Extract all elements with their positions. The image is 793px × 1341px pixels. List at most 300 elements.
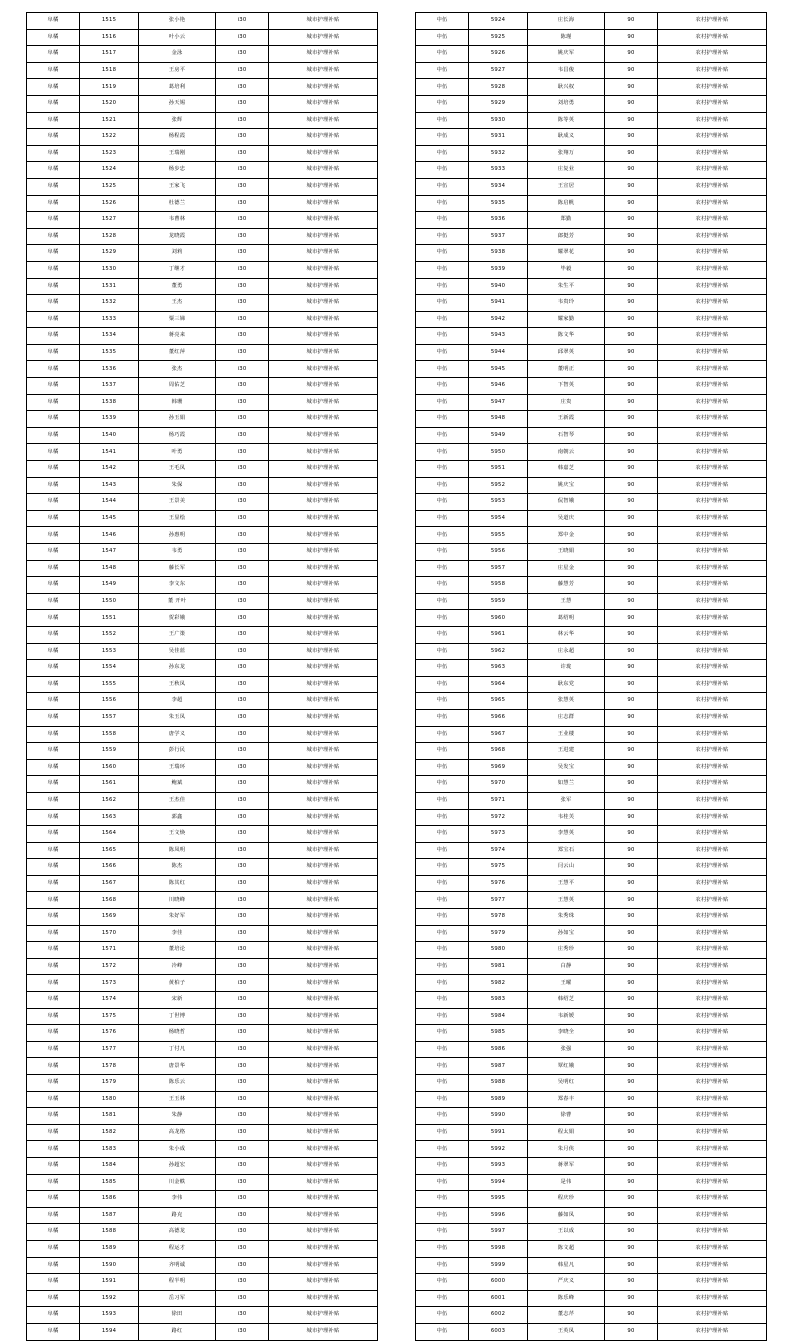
cell-type: 农村护理补贴: [658, 1207, 767, 1224]
cell-area: 中伍: [416, 1240, 469, 1257]
cell-name: 陈其红: [139, 875, 216, 892]
cell-type: 农村护理补贴: [658, 577, 767, 594]
cell-number: 5957: [469, 560, 528, 577]
table-row: [416, 444, 767, 461]
cell-number: 5956: [469, 544, 528, 561]
cell-area: 中伍: [416, 975, 469, 992]
cell-area: 中伍: [416, 278, 469, 295]
table-row: [416, 162, 767, 179]
cell-amount: 90: [605, 909, 658, 926]
cell-number: 5954: [469, 510, 528, 527]
cell-number: 1542: [80, 461, 139, 478]
cell-number: 5977: [469, 892, 528, 909]
table-row: [416, 178, 767, 195]
table-row: [416, 477, 767, 494]
cell-number: 5979: [469, 925, 528, 942]
cell-type: 城市护理补贴: [269, 1108, 378, 1125]
cell-number: 5939: [469, 261, 528, 278]
cell-name: 丁世博: [139, 1008, 216, 1025]
table-row: [27, 1274, 378, 1291]
cell-area: 阜橘: [27, 1240, 80, 1257]
cell-name: 路红: [139, 1323, 216, 1340]
cell-number: 5971: [469, 792, 528, 809]
cell-name: 李晓全: [528, 1025, 605, 1042]
cell-type: 农村护理补贴: [658, 626, 767, 643]
cell-number: 5932: [469, 145, 528, 162]
cell-type: 农村护理补贴: [658, 95, 767, 112]
cell-name: 黄柏子: [139, 975, 216, 992]
cell-type: 农村护理补贴: [658, 992, 767, 1009]
cell-area: 阜橘: [27, 626, 80, 643]
cell-name: 朱好军: [139, 909, 216, 926]
cell-type: 城市护理补贴: [269, 1025, 378, 1042]
cell-name: 鲍斌: [139, 776, 216, 793]
cell-amount: i30: [216, 1323, 269, 1340]
cell-name: 王进建: [528, 743, 605, 760]
cell-name: 严庆义: [528, 1274, 605, 1291]
table-row: [27, 1141, 378, 1158]
cell-number: 1568: [80, 892, 139, 909]
cell-amount: 90: [605, 660, 658, 677]
cell-area: 阜橘: [27, 826, 80, 843]
cell-number: 1567: [80, 875, 139, 892]
table-row: [27, 942, 378, 959]
cell-amount: i30: [216, 129, 269, 146]
cell-amount: 90: [605, 361, 658, 378]
cell-number: 1516: [80, 29, 139, 46]
table-row: [416, 245, 767, 262]
cell-amount: 90: [605, 958, 658, 975]
cell-area: 中伍: [416, 245, 469, 262]
cell-name: 王晓娟: [528, 544, 605, 561]
cell-number: 1536: [80, 361, 139, 378]
cell-area: 阜橘: [27, 875, 80, 892]
cell-name: 郭鑫: [139, 809, 216, 826]
cell-number: 1576: [80, 1025, 139, 1042]
cell-number: 1554: [80, 660, 139, 677]
cell-type: 城市护理补贴: [269, 62, 378, 79]
cell-area: 中伍: [416, 195, 469, 212]
cell-type: 农村护理补贴: [658, 1323, 767, 1340]
table-row: [27, 577, 378, 594]
cell-number: 1539: [80, 411, 139, 428]
cell-number: 1523: [80, 145, 139, 162]
cell-number: 5966: [469, 709, 528, 726]
cell-number: 1529: [80, 245, 139, 262]
cell-name: 耿兴权: [528, 79, 605, 96]
cell-area: 阜橘: [27, 776, 80, 793]
table-row: [27, 643, 378, 660]
cell-number: 1544: [80, 494, 139, 511]
cell-type: 城市护理补贴: [269, 942, 378, 959]
cell-area: 中伍: [416, 892, 469, 909]
cell-number: 5948: [469, 411, 528, 428]
cell-amount: i30: [216, 1290, 269, 1307]
cell-type: 城市护理补贴: [269, 1257, 378, 1274]
cell-number: 5964: [469, 676, 528, 693]
cell-type: 农村护理补贴: [658, 1108, 767, 1125]
cell-area: 中伍: [416, 494, 469, 511]
cell-name: 王广策: [139, 626, 216, 643]
cell-amount: i30: [216, 278, 269, 295]
cell-area: 中伍: [416, 394, 469, 411]
cell-name: 庄复业: [528, 162, 605, 179]
cell-number: 5975: [469, 859, 528, 876]
cell-area: 阜橘: [27, 643, 80, 660]
cell-area: 中伍: [416, 378, 469, 395]
cell-number: 1561: [80, 776, 139, 793]
cell-area: 中伍: [416, 411, 469, 428]
cell-amount: i30: [216, 162, 269, 179]
cell-number: 1574: [80, 992, 139, 1009]
cell-amount: 90: [605, 693, 658, 710]
cell-name: 王瑞环: [139, 759, 216, 776]
table-row: [416, 709, 767, 726]
cell-number: 1541: [80, 444, 139, 461]
cell-type: 城市护理补贴: [269, 1157, 378, 1174]
cell-type: 农村护理补贴: [658, 1141, 767, 1158]
cell-area: 中伍: [416, 1124, 469, 1141]
cell-name: 韦昌俊: [528, 62, 605, 79]
cell-type: 城市护理补贴: [269, 494, 378, 511]
cell-name: 藤慧芳: [528, 577, 605, 594]
cell-type: 城市护理补贴: [269, 378, 378, 395]
cell-type: 城市护理补贴: [269, 444, 378, 461]
cell-name: 下智英: [528, 378, 605, 395]
table-row: [27, 958, 378, 975]
table-row: [416, 13, 767, 30]
cell-amount: i30: [216, 261, 269, 278]
cell-area: 中伍: [416, 1207, 469, 1224]
cell-type: 农村护理补贴: [658, 693, 767, 710]
cell-number: 1533: [80, 311, 139, 328]
cell-amount: i30: [216, 1041, 269, 1058]
cell-area: 阜橘: [27, 1323, 80, 1340]
table-row: [27, 1025, 378, 1042]
cell-number: 1524: [80, 162, 139, 179]
cell-name: 李佳: [139, 925, 216, 942]
cell-area: 阜橘: [27, 510, 80, 527]
table-row: [27, 112, 378, 129]
cell-number: 1547: [80, 544, 139, 561]
cell-area: 中伍: [416, 1058, 469, 1075]
cell-type: 农村护理补贴: [658, 776, 767, 793]
table-row: [416, 494, 767, 511]
cell-type: 农村护理补贴: [658, 958, 767, 975]
cell-type: 城市护理补贴: [269, 1274, 378, 1291]
cell-type: 农村护理补贴: [658, 278, 767, 295]
cell-number: 5996: [469, 1207, 528, 1224]
cell-name: 耿东党: [528, 676, 605, 693]
table-row: [27, 510, 378, 527]
cell-amount: i30: [216, 1075, 269, 1092]
cell-number: 1557: [80, 709, 139, 726]
cell-number: 1545: [80, 510, 139, 527]
cell-area: 阜橘: [27, 1257, 80, 1274]
subsidy-table-left: [26, 12, 378, 1341]
cell-number: 5944: [469, 344, 528, 361]
cell-number: 1582: [80, 1124, 139, 1141]
table-row: [416, 62, 767, 79]
cell-type: 农村护理补贴: [658, 527, 767, 544]
cell-number: 1538: [80, 394, 139, 411]
cell-name: 葛绍明: [528, 610, 605, 627]
table-row: [416, 1075, 767, 1092]
cell-name: 王瑞刚: [139, 145, 216, 162]
cell-type: 农村护理补贴: [658, 1240, 767, 1257]
cell-area: 阜橘: [27, 1157, 80, 1174]
table-row: [27, 560, 378, 577]
cell-amount: 90: [605, 1323, 658, 1340]
cell-area: 阜橘: [27, 394, 80, 411]
cell-type: 城市护理补贴: [269, 228, 378, 245]
cell-type: 农村护理补贴: [658, 759, 767, 776]
cell-area: 阜橘: [27, 527, 80, 544]
cell-type: 城市护理补贴: [269, 178, 378, 195]
cell-type: 农村护理补贴: [658, 328, 767, 345]
cell-area: 阜橘: [27, 842, 80, 859]
cell-number: 1586: [80, 1191, 139, 1208]
cell-amount: 90: [605, 278, 658, 295]
table-row: [416, 378, 767, 395]
cell-name: 董明正: [528, 361, 605, 378]
cell-number: 5991: [469, 1124, 528, 1141]
cell-type: 农村护理补贴: [658, 1008, 767, 1025]
table-row: [27, 129, 378, 146]
cell-type: 城市护理补贴: [269, 593, 378, 610]
table-row: [416, 859, 767, 876]
cell-area: 阜橘: [27, 544, 80, 561]
cell-area: 阜橘: [27, 1091, 80, 1108]
cell-name: 张强: [528, 1041, 605, 1058]
cell-area: 中伍: [416, 693, 469, 710]
table-row: [416, 792, 767, 809]
table-row: [416, 1323, 767, 1340]
cell-area: 阜橘: [27, 577, 80, 594]
cell-amount: i30: [216, 560, 269, 577]
cell-area: 阜橘: [27, 295, 80, 312]
cell-name: 程庆珍: [528, 1191, 605, 1208]
table-row: [27, 1224, 378, 1241]
cell-type: 城市护理补贴: [269, 46, 378, 63]
cell-type: 城市护理补贴: [269, 311, 378, 328]
cell-area: 中伍: [416, 809, 469, 826]
cell-amount: 90: [605, 709, 658, 726]
cell-amount: 90: [605, 975, 658, 992]
table-row: [27, 245, 378, 262]
cell-area: 阜橘: [27, 1124, 80, 1141]
table-row: [27, 792, 378, 809]
cell-name: 郑宝石: [528, 842, 605, 859]
cell-type: 农村护理补贴: [658, 1224, 767, 1241]
cell-area: 中伍: [416, 859, 469, 876]
cell-area: 阜橘: [27, 676, 80, 693]
table-row: [27, 743, 378, 760]
cell-amount: i30: [216, 212, 269, 229]
cell-number: 1593: [80, 1307, 139, 1324]
cell-name: 李伟: [139, 1191, 216, 1208]
cell-name: 朱小成: [139, 1141, 216, 1158]
cell-amount: 90: [605, 925, 658, 942]
table-row: [27, 411, 378, 428]
cell-name: 白静: [528, 958, 605, 975]
cell-name: 高龙格: [139, 1124, 216, 1141]
cell-name: 杨程霞: [139, 129, 216, 146]
cell-type: 农村护理补贴: [658, 510, 767, 527]
cell-type: 城市护理补贴: [269, 162, 378, 179]
cell-number: 5942: [469, 311, 528, 328]
cell-area: 中伍: [416, 29, 469, 46]
cell-number: 5925: [469, 29, 528, 46]
cell-amount: i30: [216, 826, 269, 843]
cell-number: 1527: [80, 212, 139, 229]
cell-type: 城市护理补贴: [269, 909, 378, 926]
cell-type: 城市护理补贴: [269, 95, 378, 112]
cell-type: 农村护理补贴: [658, 427, 767, 444]
cell-amount: i30: [216, 1207, 269, 1224]
cell-area: 中伍: [416, 311, 469, 328]
cell-amount: 90: [605, 859, 658, 876]
cell-type: 城市护理补贴: [269, 394, 378, 411]
cell-amount: 90: [605, 344, 658, 361]
table-row: [27, 195, 378, 212]
table-row: [27, 859, 378, 876]
cell-number: 1573: [80, 975, 139, 992]
cell-number: 1558: [80, 726, 139, 743]
table-row: [416, 195, 767, 212]
cell-name: 金泳: [139, 46, 216, 63]
cell-area: 中伍: [416, 1091, 469, 1108]
cell-amount: 90: [605, 1157, 658, 1174]
cell-type: 农村护理补贴: [658, 295, 767, 312]
cell-area: 阜橘: [27, 162, 80, 179]
cell-area: 阜橘: [27, 378, 80, 395]
cell-amount: 90: [605, 295, 658, 312]
table-row: [416, 610, 767, 627]
table-row: [27, 461, 378, 478]
cell-amount: i30: [216, 975, 269, 992]
cell-type: 农村护理补贴: [658, 809, 767, 826]
cell-type: 农村护理补贴: [658, 261, 767, 278]
table-row: [27, 992, 378, 1009]
cell-number: 1577: [80, 1041, 139, 1058]
cell-name: 张军: [528, 792, 605, 809]
cell-area: 中伍: [416, 1174, 469, 1191]
cell-name: 杨巧霞: [139, 427, 216, 444]
table-row: [27, 1257, 378, 1274]
cell-name: 藤长军: [139, 560, 216, 577]
table-row: [416, 344, 767, 361]
cell-area: 阜橘: [27, 145, 80, 162]
cell-area: 阜橘: [27, 178, 80, 195]
cell-name: 朱月侠: [528, 1141, 605, 1158]
table-row: [27, 1075, 378, 1092]
cell-amount: i30: [216, 295, 269, 312]
cell-type: 农村护理补贴: [658, 743, 767, 760]
cell-name: 张翔万: [528, 145, 605, 162]
cell-number: 1580: [80, 1091, 139, 1108]
cell-name: 吴道庆: [528, 510, 605, 527]
table-row: [27, 178, 378, 195]
cell-name: 王以成: [528, 1224, 605, 1241]
cell-area: 阜橘: [27, 693, 80, 710]
cell-amount: i30: [216, 477, 269, 494]
cell-type: 城市护理补贴: [269, 527, 378, 544]
cell-amount: 90: [605, 527, 658, 544]
cell-number: 5941: [469, 295, 528, 312]
cell-area: 中伍: [416, 925, 469, 942]
cell-name: 是伟: [528, 1174, 605, 1191]
table-row: [416, 112, 767, 129]
cell-type: 农村护理补贴: [658, 394, 767, 411]
cell-amount: i30: [216, 112, 269, 129]
cell-amount: 90: [605, 129, 658, 146]
cell-number: 5995: [469, 1191, 528, 1208]
cell-area: 中伍: [416, 544, 469, 561]
cell-number: 1566: [80, 859, 139, 876]
cell-amount: i30: [216, 145, 269, 162]
cell-name: 程半明: [139, 1274, 216, 1291]
table-row: [27, 95, 378, 112]
cell-amount: 90: [605, 826, 658, 843]
cell-area: 中伍: [416, 610, 469, 627]
table-row: [416, 411, 767, 428]
cell-type: 城市护理补贴: [269, 743, 378, 760]
cell-name: 路克: [139, 1207, 216, 1224]
cell-type: 城市护理补贴: [269, 1191, 378, 1208]
cell-name: 齐明诚: [139, 1257, 216, 1274]
cell-name: 庄永超: [528, 643, 605, 660]
cell-type: 城市护理补贴: [269, 610, 378, 627]
cell-amount: 90: [605, 394, 658, 411]
cell-name: 郑春丰: [528, 1091, 605, 1108]
cell-type: 农村护理补贴: [658, 709, 767, 726]
table-row: [416, 295, 767, 312]
cell-area: 中伍: [416, 1157, 469, 1174]
cell-type: 城市护理补贴: [269, 925, 378, 942]
table-row: [416, 1058, 767, 1075]
cell-area: 阜橘: [27, 477, 80, 494]
cell-amount: i30: [216, 577, 269, 594]
cell-name: 耿成义: [528, 129, 605, 146]
table-row: [27, 1058, 378, 1075]
cell-type: 城市护理补贴: [269, 1290, 378, 1307]
cell-type: 农村护理补贴: [658, 461, 767, 478]
cell-number: 1537: [80, 378, 139, 395]
cell-number: 5974: [469, 842, 528, 859]
cell-number: 5947: [469, 394, 528, 411]
cell-area: 阜橘: [27, 1108, 80, 1125]
cell-amount: 90: [605, 46, 658, 63]
cell-number: 5999: [469, 1257, 528, 1274]
table-row: [416, 676, 767, 693]
table-row: [416, 544, 767, 561]
cell-name: 周佑芝: [139, 378, 216, 395]
table-row: [27, 344, 378, 361]
cell-area: 阜橘: [27, 1025, 80, 1042]
cell-number: 5985: [469, 1025, 528, 1042]
table-row: [416, 1041, 767, 1058]
cell-amount: 90: [605, 1025, 658, 1042]
cell-number: 1520: [80, 95, 139, 112]
table-row: [27, 826, 378, 843]
cell-number: 5984: [469, 1008, 528, 1025]
cell-area: 中伍: [416, 909, 469, 926]
cell-area: 阜橘: [27, 278, 80, 295]
table-row: [27, 261, 378, 278]
cell-type: 农村护理补贴: [658, 660, 767, 677]
cell-number: 1534: [80, 328, 139, 345]
